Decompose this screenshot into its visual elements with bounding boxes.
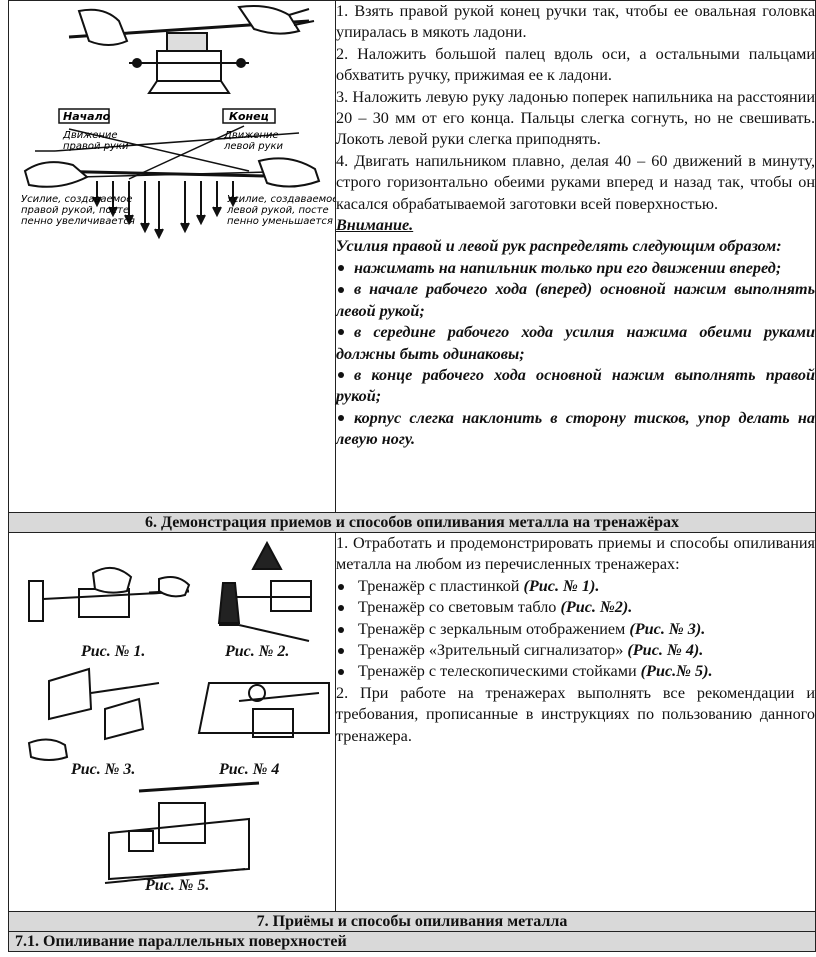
end-label: Конец	[229, 110, 269, 123]
attention-item	[336, 279, 815, 322]
step-2: 2. Наложить большой палец вдоль оси, а остальными пальцами обхватить ручку, прижимая ее к ладони.	[336, 44, 815, 85]
trainers-text-cell	[336, 533, 816, 912]
trainer-figure-ref: (Рис. № 1).	[523, 576, 600, 595]
bullet-icon	[338, 669, 344, 675]
section71-subheader: 7.1. Опиливание параллельных поверхностей	[9, 932, 816, 952]
trainer-figure-ref: (Рис.№ 5).	[640, 662, 713, 681]
trainer-name: Тренажёр с пластинкой	[358, 576, 524, 595]
bullet-icon	[338, 372, 344, 378]
trainer-item	[336, 576, 815, 597]
filing-technique-drawing	[9, 1, 335, 507]
attention-label: Внимание.	[336, 216, 414, 235]
trainer-item	[336, 597, 815, 618]
left-force-line3: пенно увеличивается	[21, 216, 135, 227]
motion-label-right-2: левой руки	[224, 141, 284, 152]
attention-item	[336, 258, 815, 279]
trainer-name: Тренажёр «Зрительный сигнализатор»	[358, 641, 628, 660]
figure-3-caption: Рис. № 3.	[71, 761, 136, 778]
attention-item-text: в середине рабочего хода усилия нажима обеими руками должны быть одинаковы;	[336, 323, 815, 363]
section71-header-row	[9, 932, 816, 952]
figure-3-illustration	[29, 669, 159, 760]
trainer-item	[336, 661, 815, 682]
step-1: 1. Взять правой рукой конец ручки так, чтобы ее овальная головка упиралась в мякоть ладони.	[336, 2, 815, 42]
left-force-line2: правой рукой, посте	[21, 205, 130, 216]
trainer-name: Тренажёр со световым табло	[358, 598, 561, 617]
attention-item	[336, 365, 815, 408]
trainer-figure-ref: (Рис. № 4).	[627, 641, 704, 660]
trainers-list	[336, 576, 815, 683]
figure-2-illustration	[219, 543, 311, 641]
right-force-line1: Усилие, создаваемое	[227, 194, 335, 205]
attention-item-text: корпус слегка наклонить в сторону тисков, упор делать на левую ногу.	[336, 408, 815, 449]
section6-header-row	[9, 513, 816, 533]
figure-2-caption: Рис. № 2.	[225, 643, 290, 660]
attention-item-text: в конце рабочего хода основной нажим выполнять правой рукой;	[336, 365, 815, 406]
trainer-figure-ref: (Рис. №2).	[560, 598, 633, 617]
step-4: 4. Двигать напильником плавно, делая 40 – 60 движений в минуту, строго горизонтально обеими руками вперед и назад так, чтобы он касался обрабатываемой заготовки всей поверхностью.	[336, 151, 815, 213]
trainer-figure-ref: (Рис. № 3).	[629, 619, 706, 638]
bullet-icon	[338, 627, 344, 633]
left-force-line1: Усилие, создаваемое	[21, 194, 133, 205]
figure-1-caption: Рис. № 1.	[81, 643, 146, 660]
vise-with-file-illustration	[69, 6, 314, 93]
filing-technique-row	[9, 1, 816, 513]
motion-label-right: Движение	[224, 130, 279, 141]
filing-illustration-cell	[9, 1, 336, 513]
figure-4-illustration	[199, 683, 329, 737]
attention-item	[336, 322, 815, 365]
bullet-icon	[338, 265, 344, 271]
trainer-item	[336, 619, 815, 640]
trainers-note: 2. При работе на тренажерах выполнять все рекомендации и требования, прописанные в инструкциях по пользованию данного тренажера.	[336, 683, 815, 745]
trainer-name: Тренажёр с зеркальным отображением	[358, 619, 630, 638]
bullet-icon	[338, 584, 344, 590]
attention-item-text: нажимать на напильник только при его движении вперед;	[354, 258, 782, 277]
step-3: 3. Наложить левую руку ладонью поперек напильника на расстоянии 20 – 30 мм от его конца. Пальцы слегка согнуть, но не свешивать. Локоть левой руки слегка приподнять.	[336, 87, 815, 149]
motion-label-2: правой руки	[63, 141, 129, 152]
figure-5-caption: Рис. № 5.	[145, 877, 210, 894]
right-force-line3: пенно уменьшается	[227, 216, 333, 227]
figure-1-illustration	[29, 568, 189, 621]
start-label: Начало	[63, 110, 111, 123]
bullet-icon	[338, 648, 344, 654]
trainer-figures-drawing	[9, 533, 335, 911]
bullet-icon	[338, 415, 344, 421]
trainers-row	[9, 533, 816, 912]
filing-steps-cell	[336, 1, 816, 513]
section7-header: 7. Приёмы и способы опиливания металла	[9, 912, 816, 932]
file-hands-illustration	[25, 158, 319, 186]
motion-label: Движение	[63, 130, 118, 141]
section7-header-row	[9, 912, 816, 932]
attention-item-text: в начале рабочего хода (вперед) основной нажим выполнять левой рукой;	[336, 280, 815, 320]
section6-header: 6. Демонстрация приемов и способов опиливания металла на тренажёрах	[9, 513, 816, 533]
attention-item	[336, 408, 815, 451]
trainer-name: Тренажёр с телескопическими стойками	[358, 662, 641, 681]
trainers-intro: 1. Отработать и продемонстрировать приемы и способы опиливания металла на любом из перечисленных тренажерах:	[336, 534, 815, 574]
figure-5-illustration	[105, 783, 259, 883]
bullet-icon	[338, 605, 344, 611]
bullet-icon	[338, 329, 344, 335]
bullet-icon	[338, 287, 344, 293]
figure-4-caption: Рис. № 4	[219, 761, 280, 778]
right-force-line2: левой рукой, посте	[227, 205, 329, 216]
attention-list	[336, 258, 815, 451]
trainers-figures-cell	[9, 533, 336, 912]
trainer-item	[336, 640, 815, 661]
attention-text: Усилия правой и левой рук распределять следующим образом:	[336, 237, 782, 256]
instruction-table	[8, 0, 816, 952]
